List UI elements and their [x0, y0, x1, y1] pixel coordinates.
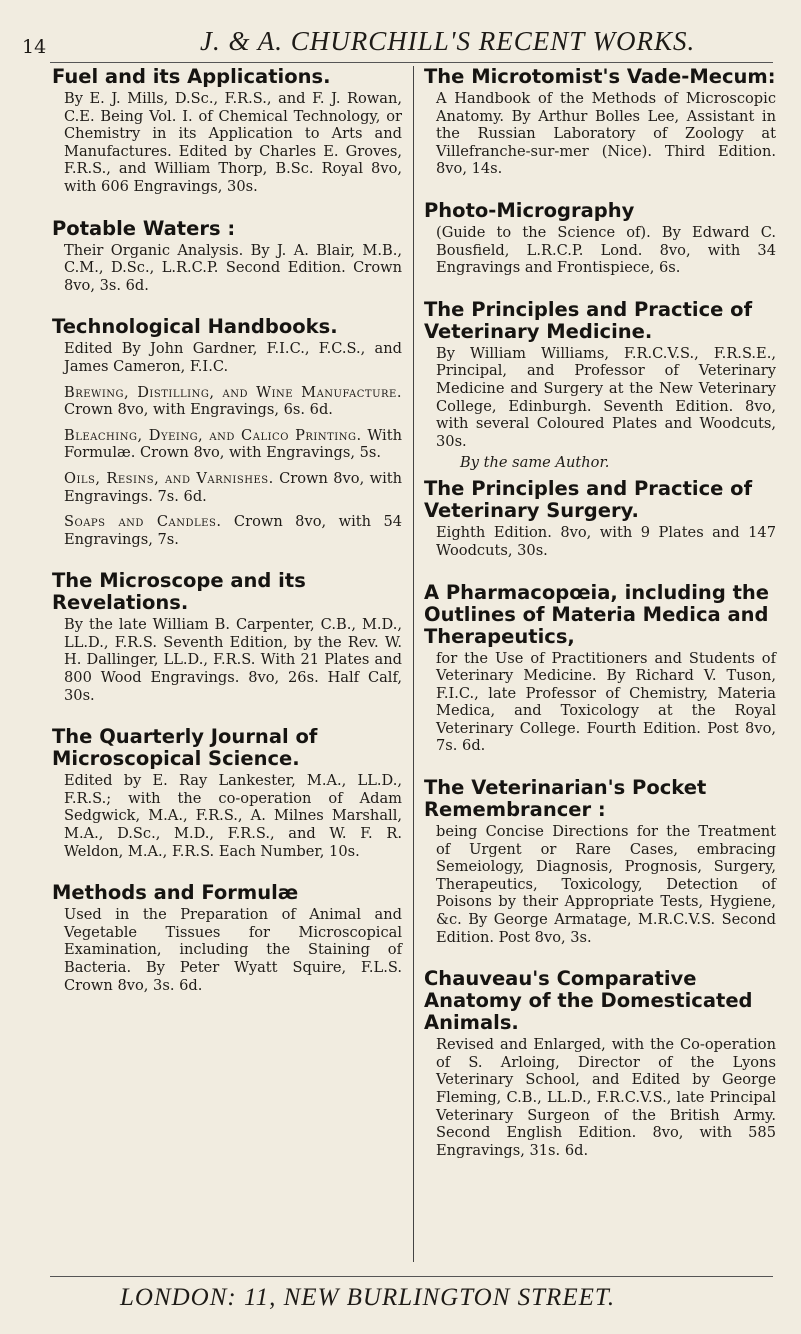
sub-entry-head: Soaps and Candles.: [64, 513, 222, 531]
right-column: [424, 66, 776, 1181]
entry-title: The Microtomist's Vade-Mecum:: [424, 65, 776, 88]
entry-title: The Quarterly Journal of Microscopical Science.: [52, 725, 318, 771]
entry-title: The Veterinarian's Pocket Remembrancer :: [424, 776, 707, 822]
entry-body: (Guide to the Science of). By Edward C. Bousfield, L.R.C.P. Lond. 8vo, with 34 Engravings and Frontispiece, 6s.: [436, 223, 776, 277]
entry-body: Edited by E. Ray Lankester, M.A., LL.D., F.R.S.; with the co-operation of Adam Sedgwick, M.A., F.R.S., A. Milnes Marshall, M.A., D.Sc., M.D., F.R.S., and W. F. R. Weldon, M.A., F.R.S. Each Number, 10s.: [64, 772, 402, 860]
author-note: By the same Author.: [460, 454, 610, 472]
sub-entry-soaps: [64, 513, 402, 548]
entry-pharmacopoeia: [424, 582, 776, 756]
page-number: 14: [22, 36, 47, 58]
entry-body: Revised and Enlarged, with the Co-operation of S. Arloing, Director of the Lyons Veterinary School, and Edited by George Fleming, C.B., LL.D., F.R.C.V.S., late Principal Veterinary Surgeon of the British Army. Second English Edition. 8vo, with 585 Engravings, 31s. 6d.: [436, 1036, 776, 1159]
entry-body: Edited By John Gardner, F.I.C., F.C.S., and James Cameron, F.I.C.: [64, 340, 402, 375]
entry-microscope: [52, 570, 402, 704]
entry-body: being Concise Directions for the Treatment of Urgent or Rare Cases, embracing Semeiology, Diagnosis, Prognosis, Surgery, Therapeutics, Toxicology, Detection of Poisons by their Appropriate Tests, Hygiene, &c. By George Armatage, M.R.C.V.S. Second Edition. Post 8vo, 3s.: [436, 823, 776, 946]
entry-photo-micrography: [424, 200, 776, 277]
entry-title: The Principles and Practice of Veterinary Surgery.: [424, 477, 753, 523]
entry-title: Photo-Micrography: [424, 198, 635, 222]
sub-entry-bleaching: [64, 427, 402, 462]
entry-body: Used in the Preparation of Animal and Vegetable Tissues for Microscopical Examination, including the Staining of Bacteria. By Peter Wyatt Squire, F.L.S. Crown 8vo, 3s. 6d.: [64, 906, 402, 994]
footer-address: LONDON: 11, NEW BURLINGTON STREET.: [120, 1284, 616, 1311]
entry-veterinary-medicine: [424, 299, 776, 473]
entry-body: A Handbook of the Methods of Microscopic Anatomy. By Arthur Bolles Lee, Assistant in the Russian Laboratory of Zoology at Villefranche-sur-mer (Nice). Third Edition. 8vo, 14s.: [436, 90, 776, 178]
footer-rule: [50, 1276, 773, 1277]
left-column: [52, 66, 402, 1016]
sub-entry-text: Crown 8vo, with Engravings, 6s. 6d.: [64, 401, 333, 419]
header-rule: [50, 62, 773, 63]
entry-title: Fuel and its Applications.: [52, 65, 331, 88]
entry-pocket-remembrancer: [424, 777, 776, 946]
entry-chauveau-anatomy: [424, 968, 776, 1159]
column-divider: [413, 66, 414, 1262]
entry-veterinary-surgery: [424, 478, 776, 559]
entry-microtomist: [424, 66, 776, 178]
entry-technological-handbooks: [52, 316, 402, 548]
sub-entry-text: Crown 8vo, with 54 Engravings, 7s.: [64, 513, 403, 548]
entry-title: The Microscope and its Revelations.: [52, 569, 306, 615]
entry-body: Eighth Edition. 8vo, with 9 Plates and 147 Woodcuts, 30s.: [436, 524, 776, 559]
entry-body: By William Williams, F.R.C.V.S., F.R.S.E., Principal, and Professor of Veterinary Medicine and Surgery at the New Veterinary College, Edinburgh. Seventh Edition. 8vo, with several Coloured Plates and Woodcuts, 30s.: [436, 344, 776, 450]
sub-entry-text: Crown 8vo, with Engravings. 7s. 6d.: [64, 469, 402, 505]
entry-body: for the Use of Practitioners and Students of Veterinary Medicine. By Richard V. Tuson, F.I.C., late Professor of Chemistry, Materia Medica, and Toxicology at the Royal Veterinary College. Fourth Edition. Post 8vo, 7s. 6d.: [436, 649, 776, 755]
entry-title: Potable Waters :: [52, 216, 236, 240]
sub-entry-head: Oils, Resins, and Varnishes.: [64, 469, 274, 487]
sub-entry-oils: [64, 470, 402, 505]
entry-body: Their Organic Analysis. By J. A. Blair, M.B., C.M., D.Sc., L.R.C.P. Second Edition. Crown 8vo, 3s. 6d.: [64, 241, 402, 294]
entry-body: By E. J. Mills, D.Sc., F.R.S., and F. J. Rowan, C.E. Being Vol. I. of Chemical Technology, or Chemistry in its Application to Arts and Manufactures. Edited by Charles E. Groves, F.R.S., and William Thorp, B.Sc. Royal 8vo, with 606 Engravings, 30s.: [64, 90, 402, 195]
entry-title: Technological Handbooks.: [52, 315, 338, 339]
entry-title: Chauveau's Comparative Anatomy of the Domesticated Animals.: [424, 967, 753, 1035]
entry-potable-waters: [52, 218, 402, 295]
entry-title: The Principles and Practice of Veterinary Medicine.: [424, 297, 753, 343]
sub-entry-head: Bleaching, Dyeing, and Calico Printing.: [64, 426, 362, 444]
sub-entry-text: With Formulæ. Crown 8vo, with Engravings, 5s.: [64, 426, 402, 462]
sub-entry-head: Brewing, Distilling, and Wine Manufacture.: [64, 383, 402, 401]
entry-methods-formulae: [52, 882, 402, 994]
entry-fuel: [52, 66, 402, 196]
sub-entry-brewing: [64, 384, 402, 419]
entry-title: Methods and Formulæ: [52, 881, 299, 905]
entry-quarterly-journal: [52, 726, 402, 860]
entry-body: By the late William B. Carpenter, C.B., M.D., LL.D., F.R.S. Seventh Edition, by the Rev. W. H. Dallinger, LL.D., F.R.S. With 21 Plates and 800 Wood Engravings. 8vo, 26s. Half Calf, 30s.: [64, 616, 402, 704]
entry-title: A Pharmacopœia, including the Outlines of Materia Medica and Therapeutics,: [424, 580, 769, 648]
running-head: J. & A. CHURCHILL'S RECENT WORKS.: [200, 26, 696, 56]
